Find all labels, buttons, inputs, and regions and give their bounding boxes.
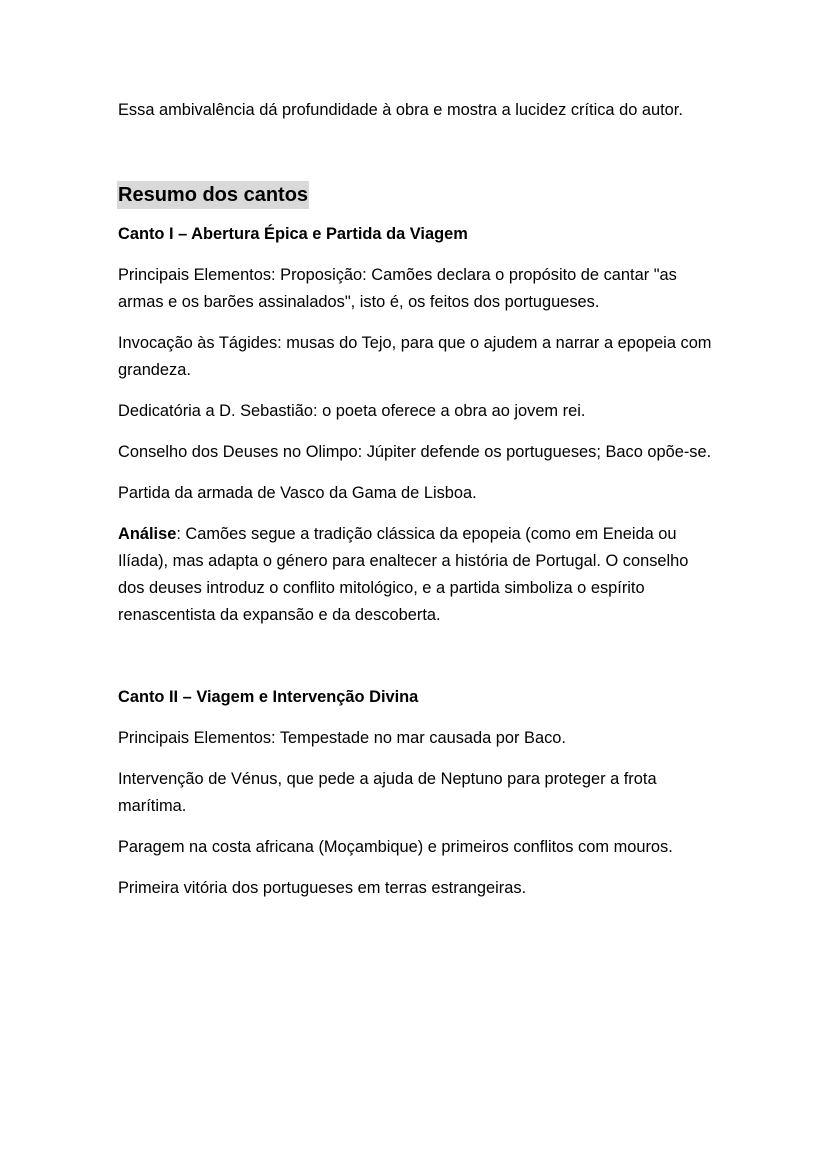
intro-paragraph: Essa ambivalência dá profundidade à obra e mostra a lucidez crítica do autor. [118, 101, 683, 119]
canto-2-paragraph: Intervenção de Vénus, que pede a ajuda de Neptuno para proteger a frota marítima. [118, 770, 657, 815]
canto-1-paragraph: Invocação às Tágides: musas do Tejo, para que o ajudem a narrar a epopeia com grandeza. [118, 334, 712, 379]
canto-1-paragraph: Principais Elementos: Proposição: Camões declara o propósito de cantar "as armas e os barões assinalados", isto é, os feitos dos portugueses. [118, 266, 677, 311]
document-body [118, 97, 718, 916]
canto-1-analysis [118, 521, 718, 629]
canto-1-title: Canto I – Abertura Épica e Partida da Viagem [118, 225, 468, 243]
canto-1-paragraph: Dedicatória a D. Sebastião: o poeta oferece a obra ao jovem rei. [118, 402, 586, 420]
canto-2-paragraph: Paragem na costa africana (Moçambique) e primeiros conflitos com mouros. [118, 838, 673, 856]
canto-2-paragraph: Principais Elementos: Tempestade no mar causada por Baco. [118, 729, 566, 747]
canto-2-title: Canto II – Viagem e Intervenção Divina [118, 688, 419, 706]
analysis-text: : Camões segue a tradição clássica da epopeia (como em Eneida ou Ilíada), mas adapta o género para enaltecer a história de Portugal. O conselho dos deuses introduz o conflito mitológico, e a partida simboliza o espírito renascentista da expansão e da descoberta. [118, 525, 689, 624]
canto-1-paragraph: Conselho dos Deuses no Olimpo: Júpiter defende os portugueses; Baco opõe-se. [118, 443, 712, 461]
analysis-label: Análise [118, 525, 177, 543]
section-heading: Resumo dos cantos [117, 181, 309, 209]
canto-1-paragraph: Partida da armada de Vasco da Gama de Lisboa. [118, 484, 477, 502]
section-heading-wrapper [118, 181, 718, 221]
canto-2-paragraph: Primeira vitória dos portugueses em terras estrangeiras. [118, 879, 527, 897]
